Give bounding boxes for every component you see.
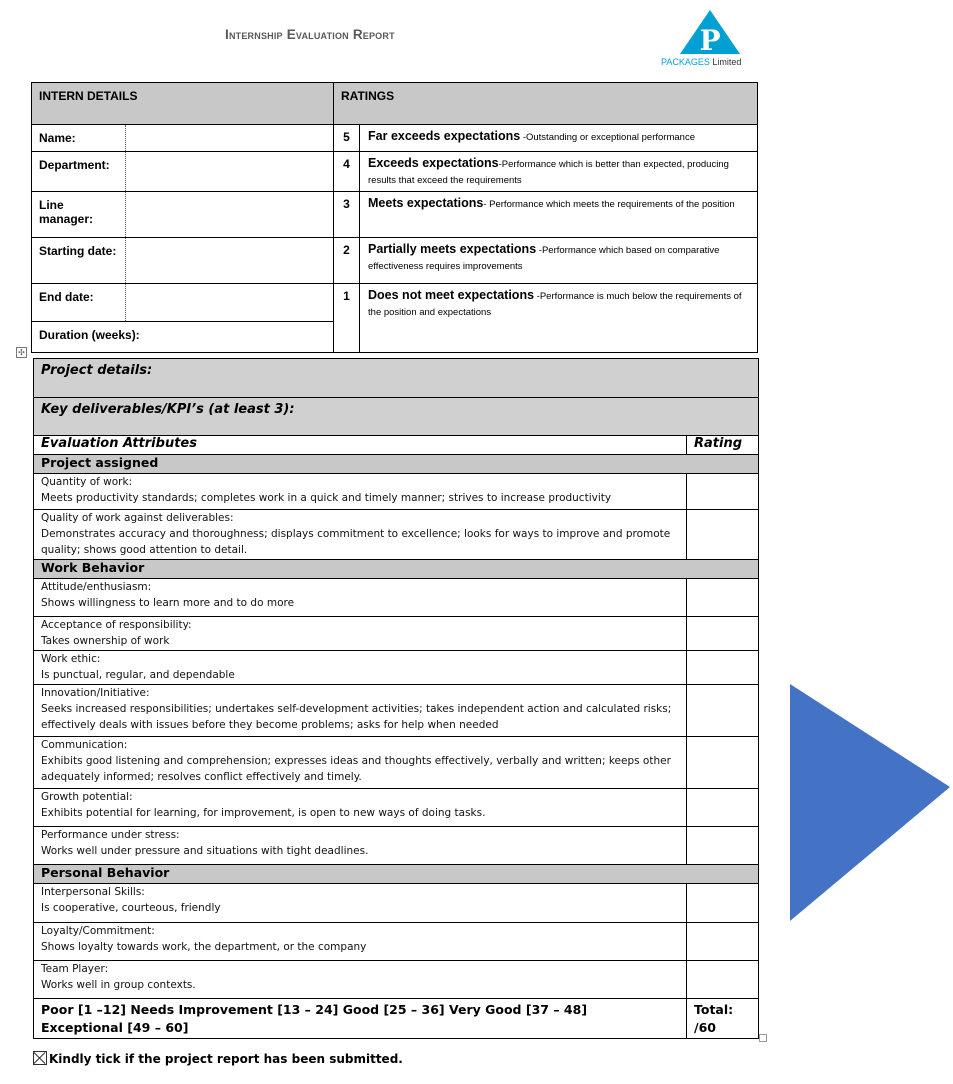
attribute-cell	[34, 737, 687, 789]
department-field[interactable]	[126, 152, 334, 192]
department-label: Department:	[32, 152, 126, 192]
table-row	[34, 884, 759, 923]
rating-3-text: Meets expectations- Performance which meets the requirements of the position	[360, 192, 758, 238]
intern-ratings-table	[31, 82, 758, 353]
table-move-handle[interactable]: ✣	[16, 347, 27, 358]
rating-number: 1	[334, 284, 360, 353]
table-row	[34, 651, 759, 685]
attribute-cell	[34, 651, 687, 685]
attribute-cell	[34, 617, 687, 651]
rating-number: 3	[334, 192, 360, 238]
rating-4-text: Exceeds expectations-Performance which is better than expected, producing results that exceed the requirements	[360, 152, 758, 192]
section-header: Project assigned	[34, 455, 759, 474]
rating-input-cell[interactable]	[687, 651, 759, 685]
attribute-name: Performance under stress:	[41, 829, 180, 841]
line-manager-field[interactable]	[126, 192, 334, 238]
section-header: Work Behavior	[34, 560, 759, 579]
table-row	[34, 737, 759, 789]
logo-brand-text: PACKAGES Limited	[661, 57, 742, 67]
attribute-name: Innovation/Initiative:	[41, 687, 150, 699]
attribute-name: Attitude/enthusiasm:	[41, 581, 152, 593]
rating-number: 2	[334, 238, 360, 284]
rating-input-cell[interactable]	[687, 961, 759, 999]
attribute-name: Work ethic:	[41, 653, 101, 665]
attribute-cell	[34, 923, 687, 961]
rating-1-text: Does not meet expectations -Performance is much below the requirements of the position and expectations	[360, 284, 758, 353]
attribute-description: Is punctual, regular, and dependable	[41, 669, 235, 681]
attribute-name: Acceptance of responsibility:	[41, 619, 192, 631]
key-deliverables-row[interactable]: Key deliverables/KPI’s (at least 3):	[34, 398, 759, 436]
attribute-cell	[34, 685, 687, 737]
duration-label: Duration (weeks):	[32, 322, 334, 353]
line-manager-label: Line manager:	[32, 192, 126, 238]
section-header: Personal Behavior	[34, 865, 759, 884]
attribute-description: Demonstrates accuracy and thoroughness; displays commitment to excellence; looks for ways to improve and promote quality; shows good attention to detail.	[41, 528, 671, 556]
rating-header: Rating	[687, 436, 759, 455]
attribute-description: Exhibits good listening and comprehension; expresses ideas and thoughts effectively, verbally and written; keeps other adequately informed; resolves conflict effectively and timely.	[41, 755, 671, 783]
attribute-description: Is cooperative, courteous, friendly	[41, 902, 221, 914]
attribute-cell	[34, 827, 687, 865]
rating-2-text: Partially meets expectations -Performance which based on comparative effectiveness requires improvements	[360, 238, 758, 284]
rating-input-cell[interactable]	[687, 827, 759, 865]
project-details-row[interactable]: Project details:	[34, 359, 759, 398]
attribute-description: Meets productivity standards; completes work in a quick and timely manner; strives to increase productivity	[41, 492, 612, 504]
table-row	[34, 579, 759, 617]
attribute-description: Takes ownership of work	[41, 635, 170, 647]
table-row	[34, 827, 759, 865]
attribute-cell	[34, 961, 687, 999]
attribute-name: Quantity of work:	[41, 476, 133, 488]
attribute-name: Interpersonal Skills:	[41, 886, 145, 898]
attribute-name: Loyalty/Commitment:	[41, 925, 155, 937]
submission-checkbox-row[interactable]	[33, 1051, 403, 1066]
attribute-name: Quality of work against deliverables:	[41, 512, 234, 524]
rating-input-cell[interactable]	[687, 579, 759, 617]
rating-input-cell[interactable]	[687, 617, 759, 651]
rating-input-cell[interactable]	[687, 789, 759, 827]
report-title: Internship Evaluation Report	[225, 27, 395, 42]
attribute-name: Communication:	[41, 739, 128, 751]
table-row	[34, 789, 759, 827]
attribute-name: Growth potential:	[41, 791, 133, 803]
scale-legend: Poor [1 –12] Needs Improvement [13 – 24] Good [25 – 36] Very Good [37 – 48] Exceptional [49 – 60]	[34, 999, 687, 1039]
table-row	[34, 961, 759, 999]
rating-number: 5	[334, 125, 360, 152]
rating-input-cell[interactable]	[687, 474, 759, 510]
attribute-cell	[34, 884, 687, 923]
attribute-description: Shows willingness to learn more and to do more	[41, 597, 295, 609]
rating-5-text: Far exceeds expectations -Outstanding or exceptional performance	[360, 125, 758, 152]
table-row	[34, 510, 759, 560]
table-row	[34, 617, 759, 651]
attribute-description: Exhibits potential for learning, for improvement, is open to new ways of doing tasks.	[41, 807, 486, 819]
evaluation-table	[33, 358, 759, 1039]
attributes-header: Evaluation Attributes	[34, 436, 687, 455]
rating-input-cell[interactable]	[687, 737, 759, 789]
rating-number: 4	[334, 152, 360, 192]
name-field[interactable]	[126, 125, 334, 152]
total-cell[interactable]: Total: /60	[687, 999, 759, 1039]
name-label: Name:	[32, 125, 126, 152]
tick-label: Kindly tick if the project report has been submitted.	[49, 1052, 403, 1066]
attribute-description: Works well under pressure and situations with tight deadlines.	[41, 845, 369, 857]
rating-input-cell[interactable]	[687, 685, 759, 737]
starting-date-label: Starting date:	[32, 238, 126, 284]
intern-details-heading: INTERN DETAILS	[32, 83, 334, 125]
table-row	[34, 474, 759, 510]
logo-letter: P	[699, 24, 721, 57]
table-resize-handle[interactable]	[759, 1034, 767, 1042]
table-row	[34, 923, 759, 961]
table-row	[34, 685, 759, 737]
end-date-label: End date:	[32, 284, 126, 322]
next-arrow-icon[interactable]	[789, 684, 951, 922]
attribute-name: Team Player:	[41, 963, 109, 975]
ratings-heading: RATINGS	[334, 83, 758, 125]
attribute-cell	[34, 474, 687, 510]
attribute-description: Works well in group contexts.	[41, 979, 196, 991]
attribute-cell	[34, 579, 687, 617]
rating-input-cell[interactable]	[687, 884, 759, 923]
rating-input-cell[interactable]	[687, 510, 759, 560]
end-date-field[interactable]	[126, 284, 334, 322]
attribute-description: Shows loyalty towards work, the department, or the company	[41, 941, 367, 953]
attribute-cell	[34, 789, 687, 827]
attribute-cell	[34, 510, 687, 560]
starting-date-field[interactable]	[126, 238, 334, 284]
rating-input-cell[interactable]	[687, 923, 759, 961]
checked-checkbox-icon[interactable]	[33, 1051, 47, 1065]
attribute-description: Seeks increased responsibilities; undertakes self-development activities; takes independent action and calculated risks; effectively deals with issues before they become problems; asks for help when needed	[41, 703, 672, 731]
